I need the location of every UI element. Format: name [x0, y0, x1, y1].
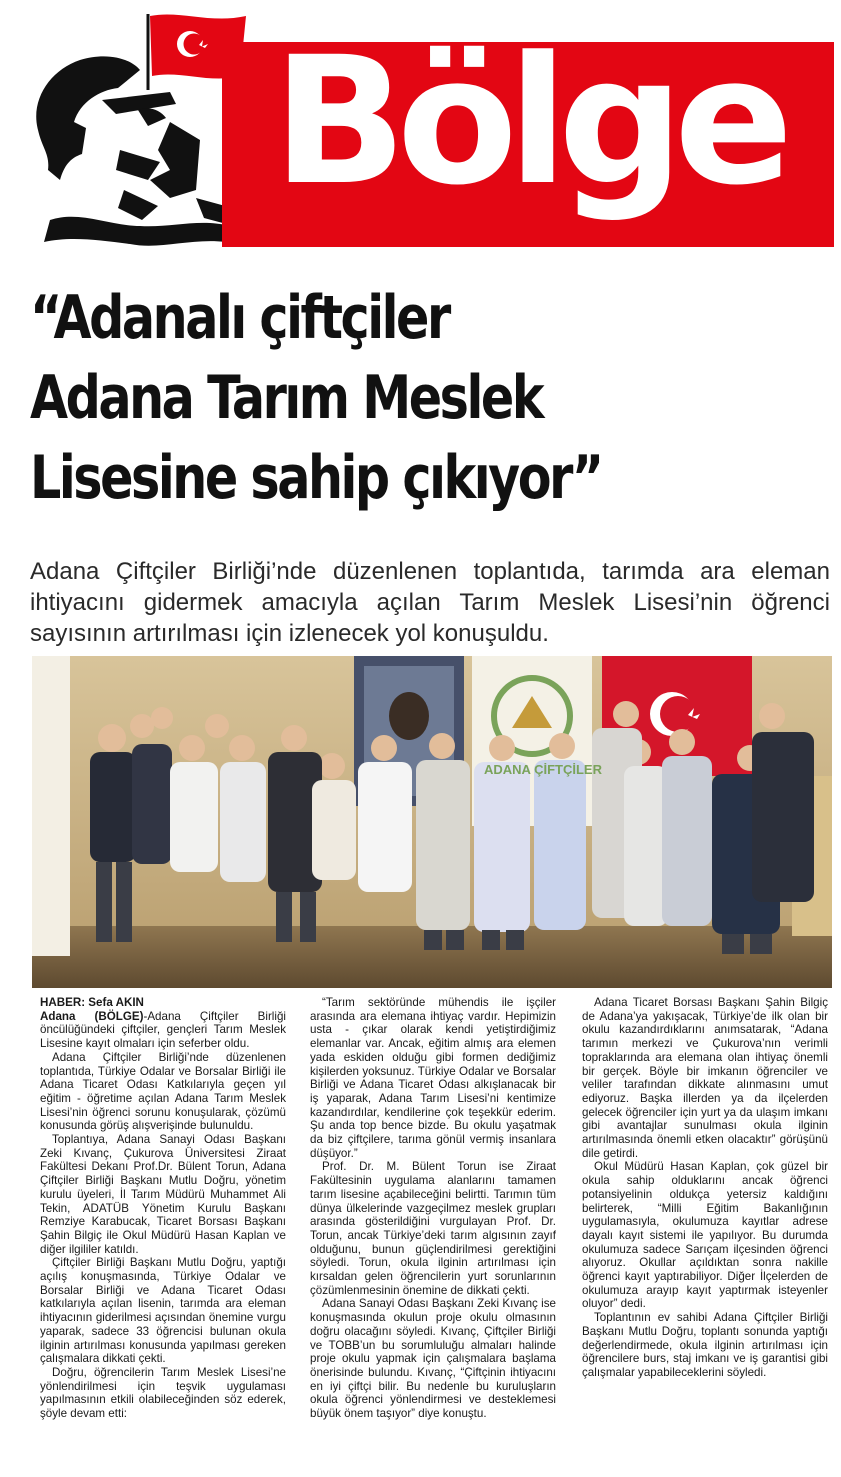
brand-logo-text: Bölge	[272, 42, 784, 224]
article-paragraph: Prof. Dr. M. Bülent Torun ise Ziraat Fakültesinin uygulama alanlarını tamamen tarım lisesine açabileceğini belirtti. Tarımın tüm dünya ülkelerinde vazgeçilmez meslek grupları arasında gösterildiğini vurgulayan Prof. Dr. Torun, ancak Türkiye’deki tarım algısının zayıf olduğunu, bunun güçlendirilmesi gerektiğini söyledi. Torun, okula ilginin artırılması için kırsaldan gelen öğrencilerin yurt sorunlarının çözümlenmesinin önemine de dikkati çekti.	[310, 1160, 556, 1297]
article-column-2	[310, 996, 556, 1421]
article-paragraph: Adana Ticaret Borsası Başkanı Şahin Bilgiç de Adana’ya yakışacak, Türkiye’de ilk olan bir okulu kazandırdıklarını anımsatarak, “Adana tarımın merkezi ve Çukurova’nın verimli topraklarında ara elemana olan ihtiyaç önemli bir gerçek. Böyle bir imkanın öğrenciler ve veliler tarafından dikkate alınmasını umut ediyoruz. Başka illerden ya da ilçelerden gelecek öğrenciler için yurt ya da ulaşım imkanı gibi avantajlar sunulması okula ilginin artırılmasında önemli etken olacaktır” görüşünü dile getirdi.	[582, 996, 828, 1160]
photo-banner-text: ADANA ÇİFTÇİLER	[484, 762, 602, 777]
article-paragraph: Okul Müdürü Hasan Kaplan, çok güzel bir okula sahip olduklarını ancak öğrenci potansiyelinin oldukça yetersiz kaldığını belirterek, “Milli Eğitim Bakanlığının uygulamasıyla, okulumuza kayıtlar adrese dayalı kayıt sistemi ile yapılıyor. Bu durumda okulumuza sadece Sarıçam ilçesinden öğrenci alıyoruz. Okullar açıldıktan sonra nakille öğrenci kayıt yaptırabiliyor. Diğer İlçelerden de okulumuza arayıp kayıt yaptırmak isteyenler oluyor” dedi.	[582, 1160, 828, 1311]
headline	[30, 278, 678, 518]
dateline: Adana (BÖLGE)	[40, 1009, 144, 1023]
headline-line: “Adanalı çiftçiler	[30, 283, 449, 353]
headline-line: Adana Tarım Meslek	[30, 363, 543, 433]
article-paragraph: Toplantıya, Adana Sanayi Odası Başkanı Zeki Kıvanç, Çukurova Üniversitesi Ziraat Fakültesi Dekanı Prof.Dr. Bülent Torun, Adana Çiftçiler Birliği Başkanı Mutlu Doğru, yönetim kurulu üyeleri, İl Tarım Müdürü Muhammet Ali Tekin, ADATÜB Yönetim Kurulu Başkanı Remziye Karabucak, Ticaret Borsası Başkanı Şahin Bilgiç ile Okul Müdürü Hasan Kaplan ve diğer ilgililer katıldı.	[40, 1133, 286, 1256]
byline: HABER: Sefa AKIN	[40, 996, 144, 1009]
article-paragraph: Doğru, öğrencilerin Tarım Meslek Lisesi’ne yönlendirilmesi için teşvik uygulaması yapılmasının etkili olabileceğinden söz ederek, şöyle devam etti:	[40, 1365, 286, 1421]
article-paragraph	[40, 1010, 286, 1051]
group-photo	[32, 656, 832, 988]
article-paragraph: Çiftçiler Birliği Başkanı Mutlu Doğru, yaptığı açılış konuşmasında, Türkiye Odalar ve Borsalar Birliği ve Adana Ticaret Odası katkılarıyla açılan lisenin, tarımda ara eleman ihtiyacının giderilmesi açısından önemine vurgu yaparak, sadece 33 öğrencisi bulunan okula ilginin artırılması konusunda yapılması gereken çalışmalara dikkati çekti.	[40, 1256, 286, 1366]
article-body	[30, 996, 836, 1471]
brand-logo-box	[222, 42, 834, 247]
group-photo-illustration	[32, 656, 832, 988]
article-paragraph: Adana Çiftçiler Birliği’nde düzenlenen toplantıda, Türkiye Odalar ve Borsalar Birliği ile Adana Ticaret Odası Katkılarıyla geçen yıl eğitim - öğretime açılan Adana Tarım Meslek Lisesi’nin öğrenci sorunu konuşularak, çözümü konusunda görüş alışverişinde bulunuldu.	[40, 1050, 286, 1133]
article-column-3	[582, 996, 828, 1380]
article-column-1	[40, 996, 286, 1421]
subheadline: Adana Çiftçiler Birliği’nde düzenlenen toplantıda, tarımda ara eleman ihtiyacını gidermek amacıyla açılan Tarım Meslek Lisesi’nin öğrenci sayısının artırılması için izlenecek yol konuşuldu.	[30, 558, 830, 647]
masthead	[0, 0, 841, 275]
article-paragraph: Adana Sanayi Odası Başkanı Zeki Kıvanç ise konuşmasında okulun proje okulu olmasının doğru olacağını söyledi. Kıvanç, Çiftçiler Birliği ve TOBB’un bu sorumluluğu almaları halinde proje okulu yapmak için çalışmalara başlama önerisinde bulundu. Kıvanç, “Çiftçinin ihtiyacını en iyi çiftçi bilir. Bu nedenle bu kuruluşların okula öğrenci yönlendirmesi ve desteklemesi büyük önem taşıyor” diye konuştu.	[310, 1297, 556, 1421]
article-paragraph-text: -Adana Çiftçiler Birliği öncülüğündeki çiftçiler, gençleri Tarım Meslek Lisesine kayıt olmaları için seferber oldu.	[40, 1009, 286, 1051]
article-paragraph: “Tarım sektöründe mühendis ile işçiler arasında ara elemana ihtiyaç vardır. Hepimizin usta - çıkar olarak kendi yetiştirdiğimiz elemanlar var. Ancak, eğitim almış ara elemen yada eskiden olduğu gibi formen dediğimiz kişilerden yoksunuz. Türkiye Odalar ve Borsalar Birliği ve Adana Ticaret Odası alkışlanacak bir iş yaparak, Adana Tarım Lisesi’ni kentimize kazandırdılar, kendilerine çok teşekkür ederim. Şu anda top bence bizde. Bu okulu yaşatmak da biz çiftçilere, tarıma gönül vermiş insanlara düşüyor.”	[310, 996, 556, 1160]
article-paragraph: Toplantının ev sahibi Adana Çiftçiler Birliği Başkanı Mutlu Doğru, toplantı sonunda yaptığı değerlendirmede, okula ilginin artırılması için öğrencilere burs, staj imkanı ve iş garantisi gibi çalışmalar yapabileceklerini söyledi.	[582, 1311, 828, 1379]
headline-line: Lisesine sahip çıkıyor”	[30, 443, 602, 513]
